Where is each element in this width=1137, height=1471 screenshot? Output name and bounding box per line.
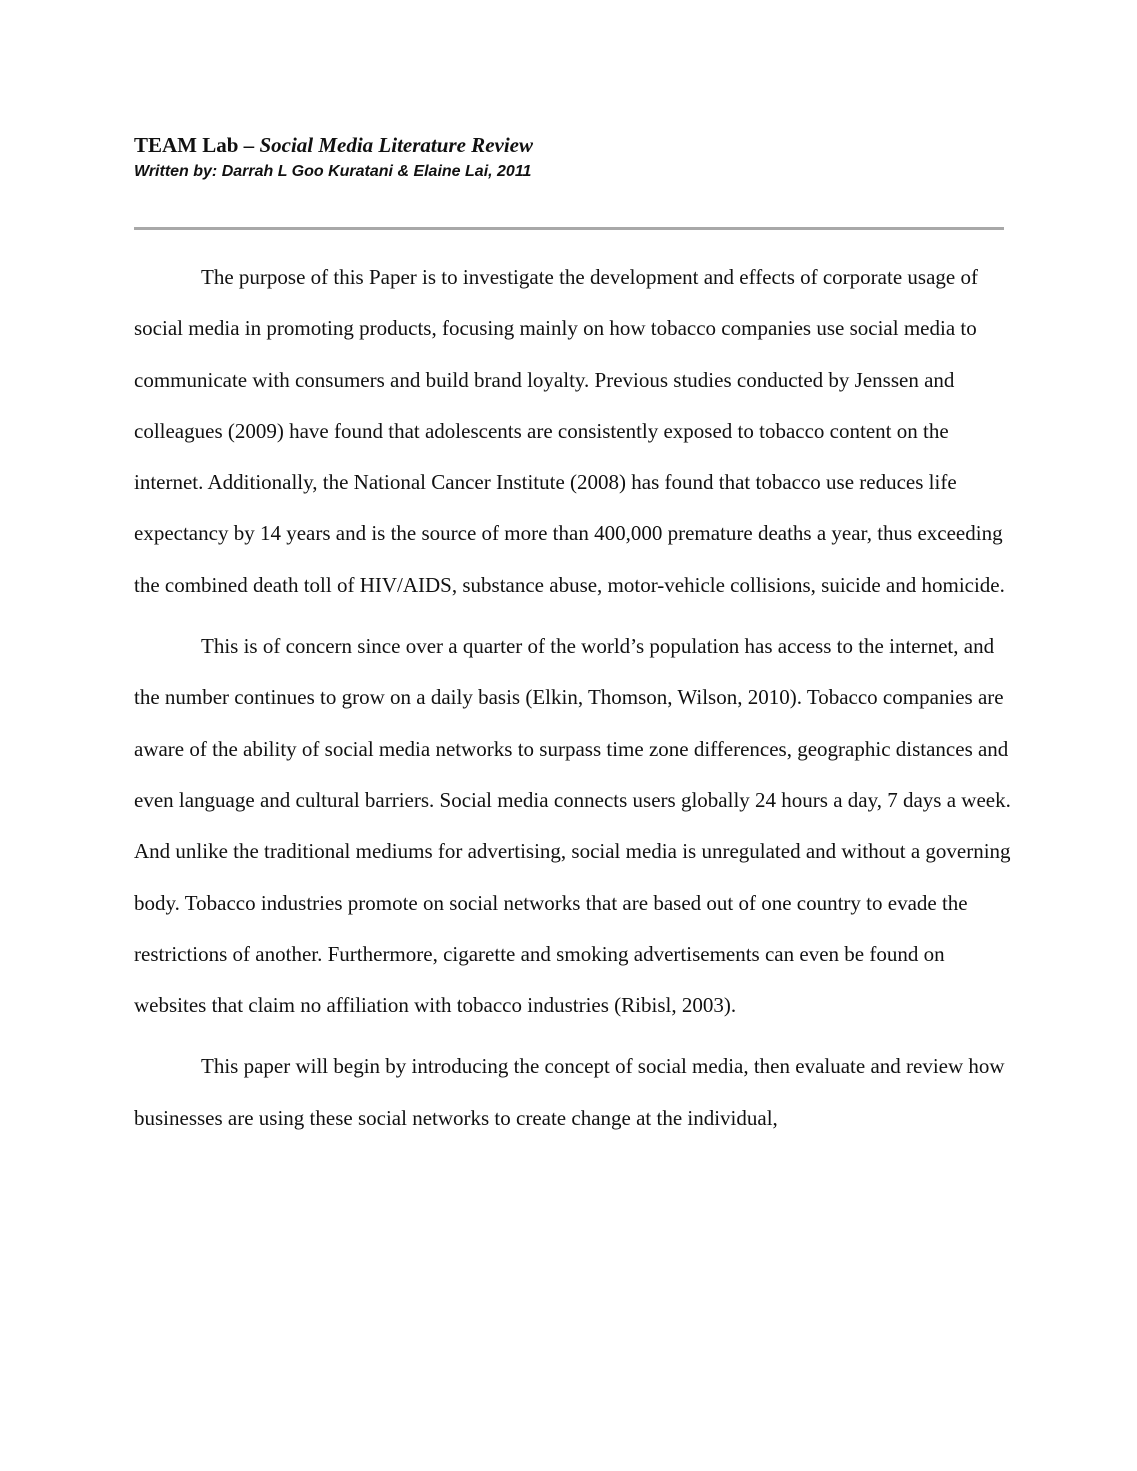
- title-subtitle: Social Media Literature Review: [259, 133, 533, 157]
- document-body: [134, 252, 1014, 1154]
- paragraph-purpose: The purpose of this Paper is to investigate the development and effects of corporate usage of social media in promoting products, focusing mainly on how tobacco companies use social media to communicate with consumers and build brand loyalty. Previous studies conducted by Jenssen and colleagues (2009) have found that adolescents are consistently exposed to tobacco content on the internet. Additionally, the National Cancer Institute (2008) has found that tobacco use reduces life expectancy by 14 years and is the source of more than 400,000 premature deaths a year, thus exceeding the combined death toll of HIV/AIDS, substance abuse, motor-vehicle collisions, suicide and homicide.: [134, 265, 1005, 597]
- title-prefix: TEAM Lab –: [134, 133, 260, 157]
- author-byline: Written by: Darrah L Goo Kuratani & Elaine Lai, 2011: [134, 163, 532, 180]
- header-divider: [134, 227, 1004, 230]
- paragraph-concern: This is of concern since over a quarter of the world’s population has access to the internet, and the number continues to grow on a daily basis (Elkin, Thomson, Wilson, 2010). Tobacco companies are aware of the ability of social media networks to surpass time zone differences, geographic distances and even language and cultural barriers. Social media connects users globally 24 hours a day, 7 days a week. And unlike the traditional mediums for advertising, social media is unregulated and without a governing body. Tobacco industries promote on social networks that are based out of one country to evade the restrictions of another. Furthermore, cigarette and smoking advertisements can even be found on websites that claim no affiliation with tobacco industries (Ribisl, 2003).: [134, 634, 1011, 1018]
- paragraph-outline: This paper will begin by introducing the concept of social media, then evaluate and review how businesses are using these social networks to create change at the individual,: [134, 1054, 1005, 1130]
- document-header: [134, 130, 1014, 184]
- document-title: [134, 130, 1014, 160]
